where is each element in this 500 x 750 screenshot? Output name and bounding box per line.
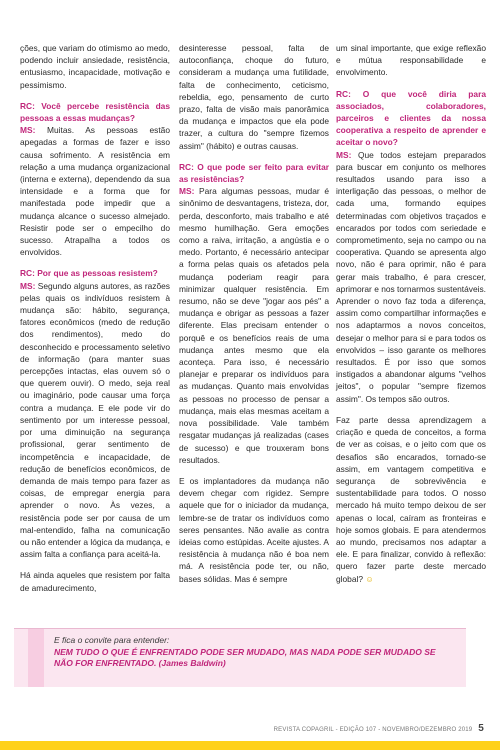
text-column-3: [336, 42, 486, 594]
text-column-2: [179, 42, 329, 594]
answer-text: Para algumas pessoas, mudar é sinônimo de desvantagens, tristeza, dor, perda, desconforto, mais trabalho e até mesmo humilhação. Gera emoções como a raiva, irritação, a angústia e o medo. Portanto, é necessário antecipar a forma pelas quais os afetados pela mudança poderiam reagir para minimizar qualquer resistência. Em resumo, não se deve "jogar aos pés" a mudança e obrigar as pessoas a fazer diferente. Elas precisam entender o porquê e os benefícios reais de uma mudança antes mesmo que ela aconteça. Para isso, é necessário planejar e preparar os indivíduos para as mudanças. Quanto mais envolvidas as pessoas no processo de pensar a mudança, mais elas mesmas aceitam a nova possibilidade. Vale também resgatar mudanças já realizadas (cases de sucesso) e que trouxeram bons resultados.: [179, 186, 329, 465]
quote-box: [14, 628, 466, 687]
paragraph: Há ainda aqueles que resistem por falta de amadurecimento,: [20, 570, 170, 593]
paragraph-text: Faz parte dessa aprendizagem a criação e queda de conceitos, a forma de ver as coisas, e o jeito com que os desafios são encarados, tornado-se assim, em vantagem competitiva e segurança de sobrevivência e sustentabilidade para todos. O nosso mercado há muito tempo deixou de ser apenas o local, caíram as fronteiras e hoje somos globais. E para atendermos ao mundo, precisamos nos adaptar a ele. E para finalizar, convido à reflexão: quero fazer parte deste mercado global?: [336, 414, 486, 584]
paragraph: um sinal importante, que exige reflexão e mútua responsabilidade e envolvimento.: [336, 43, 486, 78]
interview-answer: [336, 149, 486, 405]
answer-text: Segundo alguns autores, as razões pelas quais os indivíduos resistem à mudança são: hábito, segurança, fatores econômicos (medo de redução dos rendimentos), medo do desconhecido e processamento seletivo de informação (para manter suas percepções intactas, elas ouvem só o que querem ouvir). O medo, seja real ou imaginário, pode causar uma força contra a mudança. E ele pode vir do sentimento por um interesse pessoal, por uma diminuição na segurança profissional, gerar sentimento de incompetência e incapacidade, de redução de benefícios econômicos, de demanda de mais tempo para fazer as coisas, de empregar energia para aprender o novo. Às vezes, a resistência pode ser por causa de um mal-entendido, falha na comunicação ou não entender a lógica da mudança, e assim falta a confiança para aceitá-la.: [20, 280, 170, 560]
text-column-1: [20, 42, 170, 603]
answer-label: MS:: [179, 186, 195, 197]
answer-label: MS:: [20, 280, 36, 291]
paragraph: [336, 414, 486, 585]
smiley-icon: ☺: [365, 573, 374, 584]
paragraph: desinteresse pessoal, falta de autoconfiança, choque do futuro, consideram a mudança uma futilidade, falta de conhecimento, ceticismo, rebeldia, ego, pensamento de curto prazo, falta de visão mais panorâmica da mudança e impactos que ela pode trazer, a cultura do "sempre fizemos assim" (hábito) e outras causas.: [179, 43, 329, 151]
page-footer: [274, 723, 484, 734]
quote-text: NEM TUDO O QUE É ENFRENTADO PODE SER MUDADO, MAS NADA PODE SER MUDADO SE NÃO FOR ENFRENTADO. (James Baldwin): [54, 647, 436, 668]
interview-answer: [20, 124, 170, 258]
interview-question: RC: Por que as pessoas resistem?: [20, 268, 158, 279]
footer-accent-bar: [0, 741, 500, 750]
paragraph: ções, que variam do otimismo ao medo, podendo incluir ansiedade, resistência, entusiasmo, incapacidade, motivação e pessimismo.: [20, 43, 170, 90]
publication-info: REVISTA COPAGRIL - EDIÇÃO 107 - NOVEMBRO/DEZEMBRO 2019: [273, 727, 473, 733]
answer-label: MS:: [336, 149, 352, 160]
interview-answer: [179, 185, 329, 466]
interview-question: RC: Você percebe resistência das pessoas a essas mudanças?: [20, 100, 170, 124]
interview-question: RC: O que pode ser feito para evitar as resistências?: [179, 161, 329, 185]
quote-intro: E fica o convite para entender:: [54, 635, 170, 645]
answer-label: MS:: [20, 125, 36, 136]
answer-text: Muitas. As pessoas estão apegadas a formas de fazer e isso causa sofrimento. A resistência em relação a uma mudança organizacional (interna e externa), dependendo da sua intensidade e a forma que for manifestada pode impedir que a mudança alcance o sucesso almejado. Resistir pode ser o empecilho do sucesso. Atrapalha a todos os envolvidos.: [20, 125, 170, 258]
paragraph: E os implantadores da mudança não devem chegar com rigidez. Sempre aquele que for o iniciador da mudança, lembre-se de tratar os indivíduos como seres pensantes. Não avalie as contra ideias como estúpidas. Aceite ajustes. A resistência à mudança não é boa nem má. A resistência pode ter, ou não, bases sólidas. Mas é sempre: [179, 475, 329, 584]
interview-answer: [20, 280, 170, 561]
page-number: 5: [478, 723, 484, 734]
answer-text: Que todos estejam preparados para buscar em conjunto os melhores resultados usando para isso a interligação das pessoas, o melhor de cada uma, formando equipes determinadas com objetivos traçados e encarados por todos com seriedade e comprometimento, seja no campo ou na cooperativa. Quando se apresenta algo novo, não é para oprimir, não é para gerar mais trabalho, é para crescer, aprimorar e nos tornarmos sustentáveis. Aprender o novo faz toda a diferença, assim como compartilhar informações e nos adaptarmos a novos conceitos, desejar o melhor para si e para todos os envolvidos – isso garante os melhores resultados. É por isso que somos instigados a abandonar algums "velhos jeitos", o popular "sempre fizemos assim". Os tempos são outros.: [336, 149, 486, 404]
interview-question: RC: O que você diria para associados, colaboradores, parceiros e clientes da nossa cooperativa a respeito de aprender e aceitar o novo?: [336, 88, 486, 148]
quote-accent-bar: [28, 629, 44, 687]
